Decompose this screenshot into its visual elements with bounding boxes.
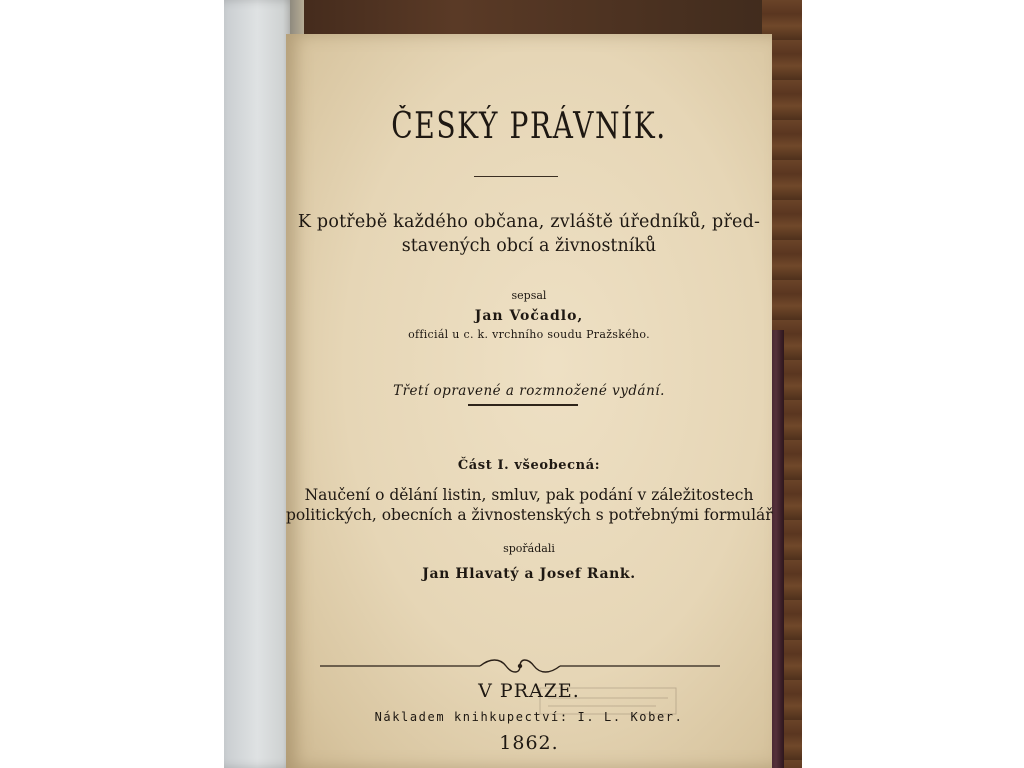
part-description-line-1: Naučení o dělání listin, smluv, pak podání v záležitostech xyxy=(304,486,754,504)
arranged-label: spořádali xyxy=(503,542,555,555)
title-divider xyxy=(474,176,558,177)
publisher-line: Nákladem knihkupectví: I. L. Kober. xyxy=(374,710,684,724)
book-photo xyxy=(224,0,802,768)
publication-year: 1862. xyxy=(499,732,559,754)
part-description-line-2: politických, obecních a živnostenských s potřebnými formulář xyxy=(286,506,773,524)
edition-statement: Třetí opravené a rozmnožené vydání. xyxy=(393,383,665,399)
author-position: officiál u c. k. vrchního soudu Pražského. xyxy=(408,328,650,341)
part-heading: Část I. všeobecná: xyxy=(457,458,601,473)
title-page-text xyxy=(286,34,772,768)
title-page xyxy=(286,34,772,768)
byline-label: sepsal xyxy=(511,289,547,302)
subtitle-line-1: K potřebě každého občana, zvláště úředníků, před- xyxy=(297,212,761,232)
subtitle-line-2: stavených obcí a živnostníků xyxy=(401,236,657,256)
edition-underline xyxy=(468,404,578,406)
author-name: Jan Vočadlo, xyxy=(474,308,584,324)
publication-place: V PRAZE. xyxy=(478,680,580,702)
book-title: ČESKÝ PRÁVNÍK. xyxy=(391,106,667,147)
ornamental-rule xyxy=(320,658,720,674)
editors-names: Jan Hlavatý a Josef Rank. xyxy=(422,566,636,582)
